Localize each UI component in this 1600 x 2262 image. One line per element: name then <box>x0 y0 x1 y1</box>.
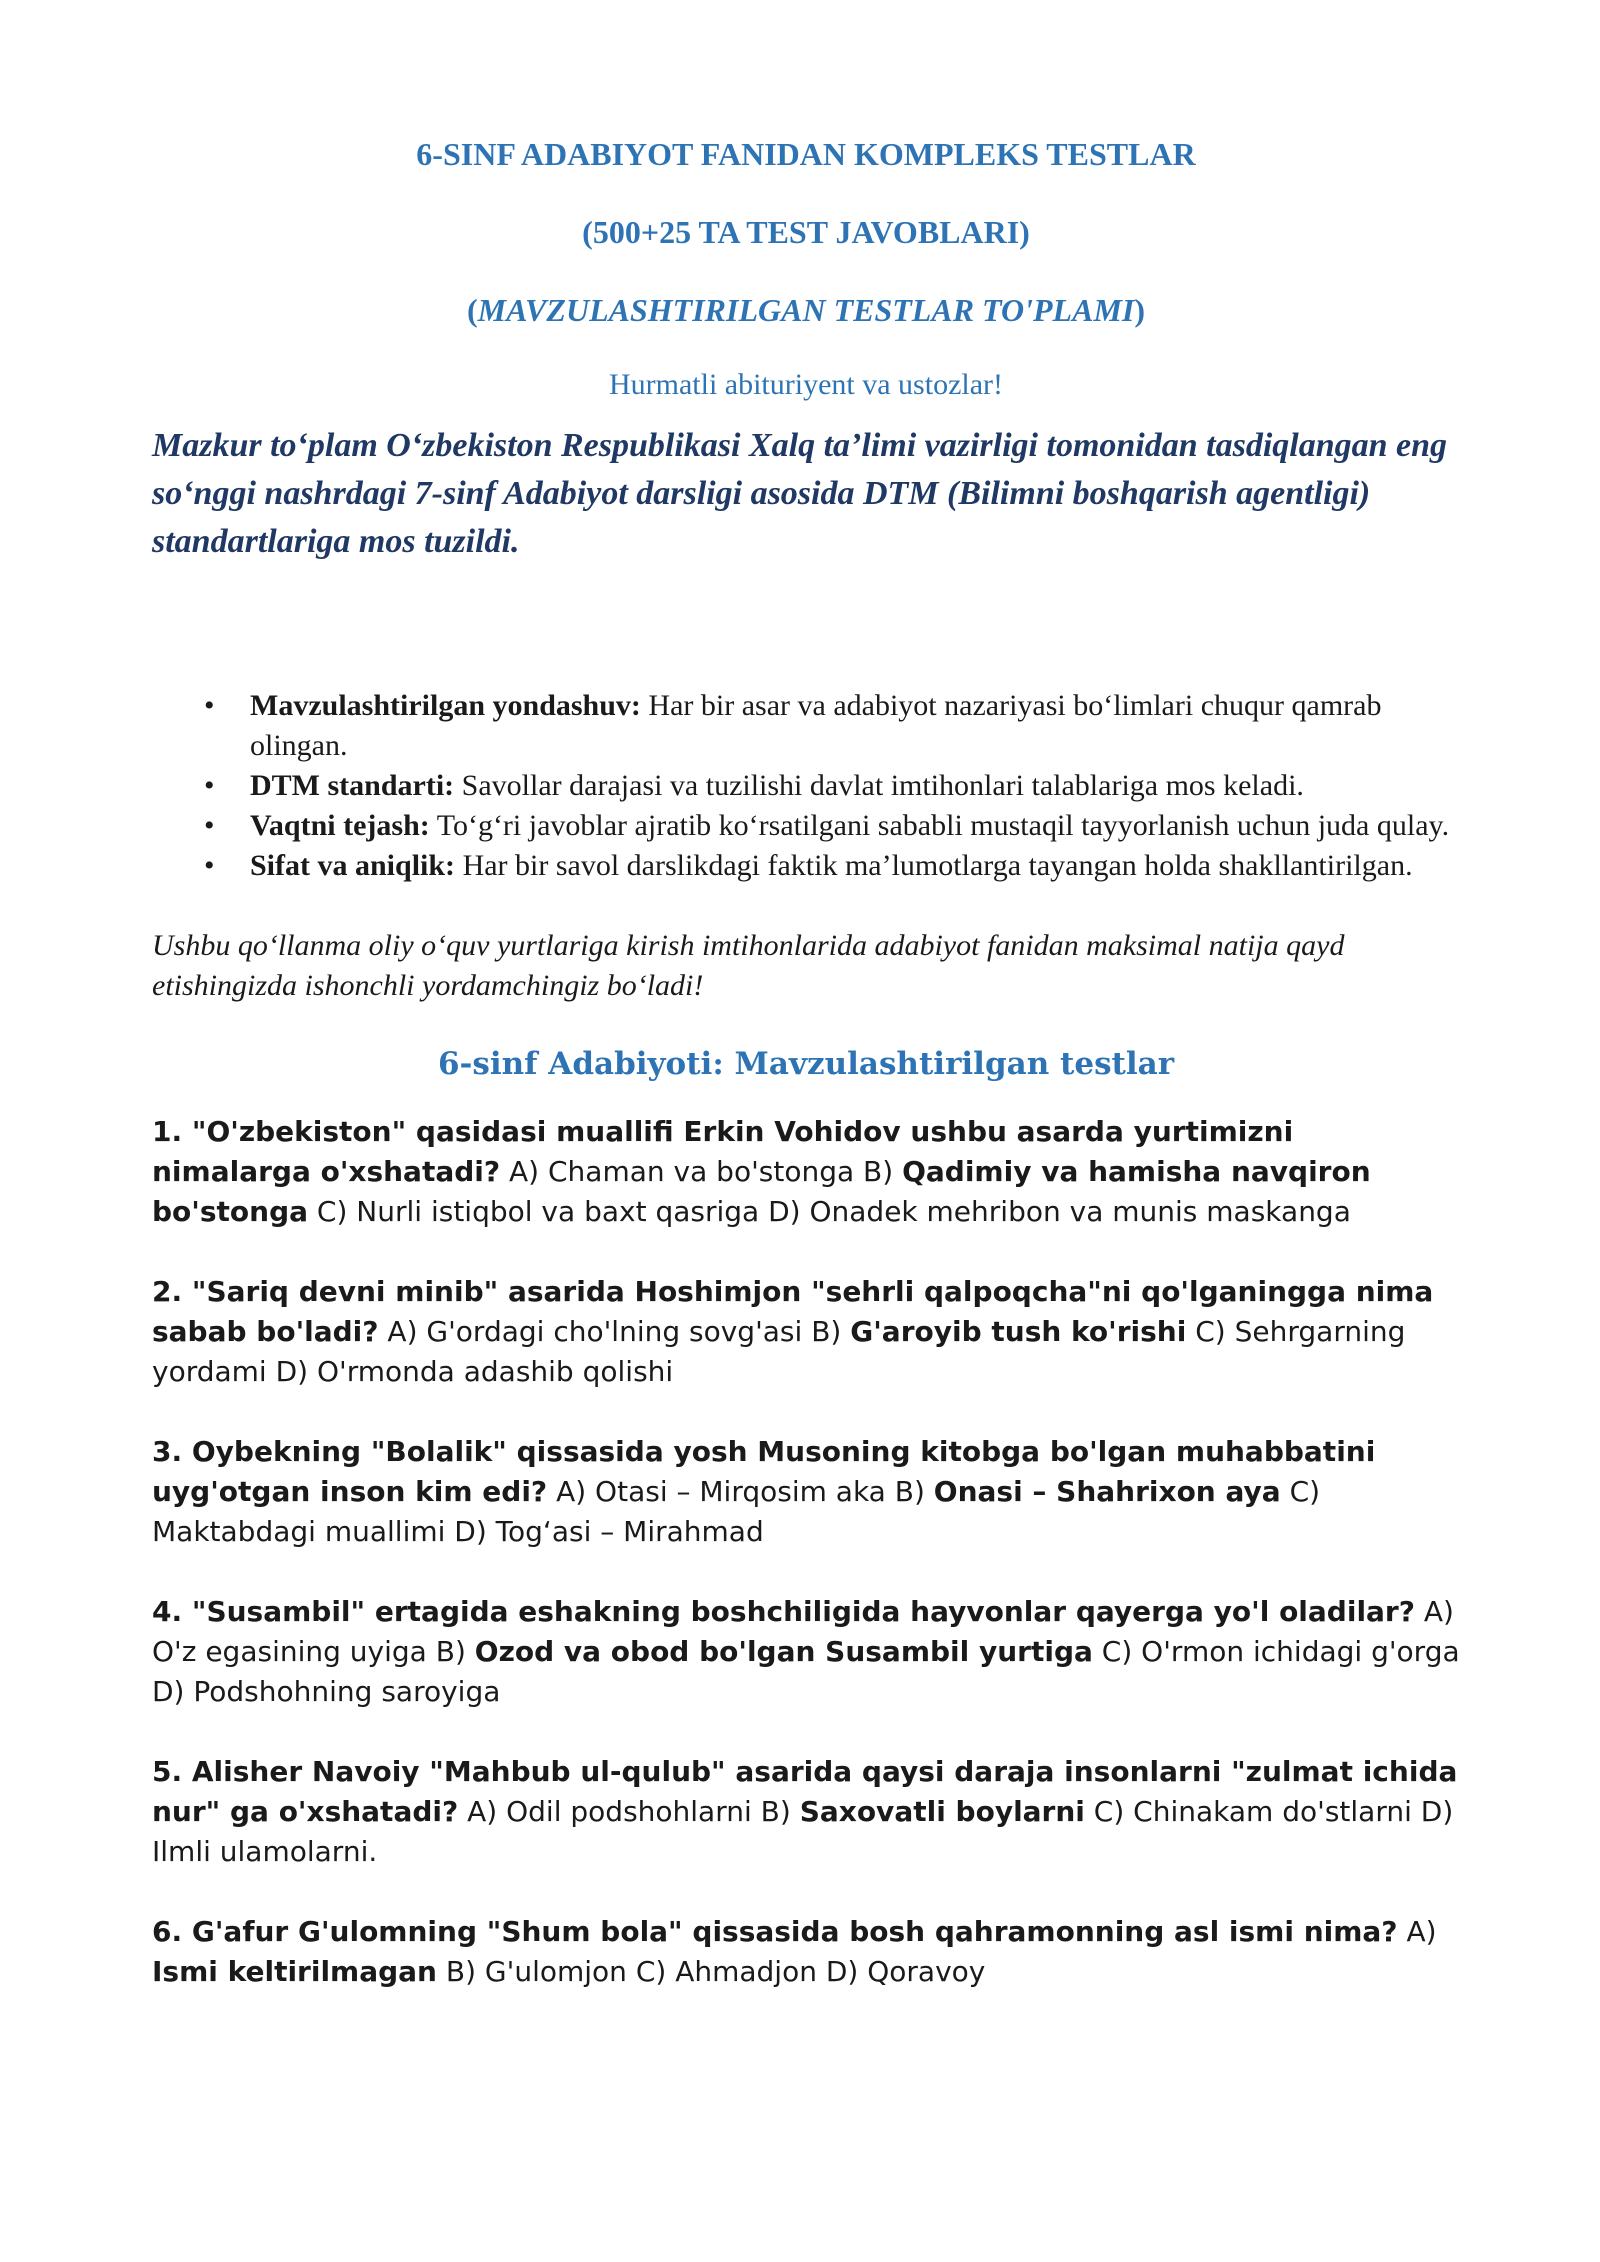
question-item <box>152 1912 1460 1992</box>
intro-paragraph: Mazkur to‘plam O‘zbekiston Respublikasi Xalq ta’limi vazirligi tomonidan tasdiqlangan eng so‘nggi nashrdagi 7-sinf Adabiyot darsligi asosida DTM (Bilimni boshqarish agentligi) standartlariga mos tuzildi. <box>152 427 1448 560</box>
features-list <box>152 686 1460 886</box>
answer-options: A) Otasi – Mirqosim aka B) <box>547 1475 934 1508</box>
feature-label: Sifat va aniqlik: <box>250 849 456 882</box>
feature-item <box>204 686 1460 766</box>
question-item <box>152 1752 1460 1872</box>
answer-options: C) Sehrgarning yordami D) O'rmonda adashib qolishi <box>152 1315 1406 1388</box>
paren-close: ) <box>1134 292 1145 328</box>
correct-answer: Saxovatli boylarni <box>799 1795 1085 1828</box>
question-item <box>152 1112 1460 1232</box>
question-text: 1. "O'zbekiston" qasidasi muallifi Erkin Vohidov ushbu asarda yurtimizni nimalarga o'xshatadi? <box>152 1115 1294 1188</box>
question-text: 6. G'afur G'ulomning "Shum bola" qissasida bosh qahramonning asl ismi nima? <box>152 1915 1398 1948</box>
collection-name: MAVZULASHTIRILGAN TESTLAR TO'PLAMI <box>477 292 1135 328</box>
bullet-icon: • <box>204 769 215 802</box>
feature-text: Har bir savol darslikdagi faktik ma’lumotlarga tayangan holda shakllantirilgan. <box>455 849 1413 882</box>
question-item <box>152 1432 1460 1552</box>
feature-text: To‘g‘ri javoblar ajratib ko‘rsatilgani sababli mustaqil tayyorlanish uchun juda qulay. <box>429 809 1450 842</box>
feature-item <box>204 806 1460 846</box>
document-subtitle: (500+25 TA TEST JAVOBLARI) <box>582 214 1030 250</box>
feature-label: Vaqtni tejash: <box>250 809 430 842</box>
answer-options: C) O'rmon ichidagi g'orga D) Podshohning saroyiga <box>152 1635 1460 1708</box>
greeting: Hurmatli abituriyent va ustozlar! <box>608 368 1004 401</box>
document-title: 6-SINF ADABIYOT FANIDAN KOMPLEKS TESTLAR <box>416 136 1196 172</box>
question-text: 4. "Susambil" ertagida eshakning boshchiligida hayvonlar qayerga yo'l oladilar? <box>152 1595 1415 1628</box>
answer-options: A) <box>1397 1915 1437 1948</box>
closing-paragraph: Ushbu qo‘llanma oliy o‘quv yurtlariga kirish imtihonlarida adabiyot fanidan maksimal natija qayd etishingizda ishonchli yordamchingiz bo‘ladi! <box>152 929 1345 1002</box>
paren-open: ( <box>467 292 478 328</box>
correct-answer: Ismi keltirilmagan <box>152 1955 437 1988</box>
question-text: 3. Oybekning "Bolalik" qissasida yosh Musoning kitobga bo'lgan muhabbatini uyg'otgan inson kim edi? <box>152 1435 1376 1508</box>
document-collection-title <box>152 290 1460 330</box>
questions-list <box>152 1112 1460 1992</box>
feature-item <box>204 846 1460 886</box>
answer-options: B) G'ulomjon C) Ahmadjon D) Qoravoy <box>437 1955 986 1988</box>
feature-text: Har bir asar va adabiyot nazariyasi bo‘limlari chuqur qamrab olingan. <box>250 689 1382 762</box>
answer-options: B) <box>854 1155 903 1188</box>
correct-answer: G'aroyib tush ko'rishi <box>850 1315 1187 1348</box>
answer-options: A) Chaman va bo'stonga <box>500 1155 855 1188</box>
answer-options: C) Maktabdagi muallimi D) Tog‘asi – Mirahmad <box>152 1475 1321 1548</box>
question-text: 5. Alisher Navoiy "Mahbub ul-qulub" asarida qaysi daraja insonlarni "zulmat ichida nur" ga o'xshatadi? <box>152 1755 1458 1828</box>
answer-options: C) Chinakam do'stlarni D) Ilmli ulamolarni. <box>152 1795 1454 1868</box>
correct-answer: Ozod va obod bo'lgan Susambil yurtiga <box>474 1635 1093 1668</box>
section-heading: 6-sinf Adabiyoti: Mavzulashtirilgan testlar <box>437 1046 1175 1082</box>
answer-options: A) G'ordagi cho'lning sovg'asi B) <box>378 1315 851 1348</box>
feature-item <box>204 766 1460 806</box>
answer-options: A) O'z egasining uyiga B) <box>152 1595 1454 1668</box>
correct-answer: Onasi – Shahrixon aya <box>933 1475 1281 1508</box>
bullet-icon: • <box>204 689 215 722</box>
answer-options: C) Nurli istiqbol va baxt qasriga D) Onadek mehribon va munis maskanga <box>308 1195 1351 1228</box>
answer-options: A) Odil podshohlarni B) <box>458 1795 800 1828</box>
question-item <box>152 1592 1460 1712</box>
bullet-icon: • <box>204 849 215 882</box>
question-text: 2. "Sariq devni minib" asarida Hoshimjon "sehrli qalpoqcha"ni qo'lganingga nima sabab bo'ladi? <box>152 1275 1434 1348</box>
feature-text: Savollar darajasi va tuzilishi davlat imtihonlari talablariga mos keladi. <box>454 769 1304 802</box>
question-item <box>152 1272 1460 1392</box>
feature-label: Mavzulashtirilgan yondashuv: <box>250 689 641 722</box>
correct-answer: Qadimiy va hamisha navqiron bo'stonga <box>152 1155 1371 1228</box>
feature-label: DTM standarti: <box>250 769 455 802</box>
bullet-icon: • <box>204 809 215 842</box>
